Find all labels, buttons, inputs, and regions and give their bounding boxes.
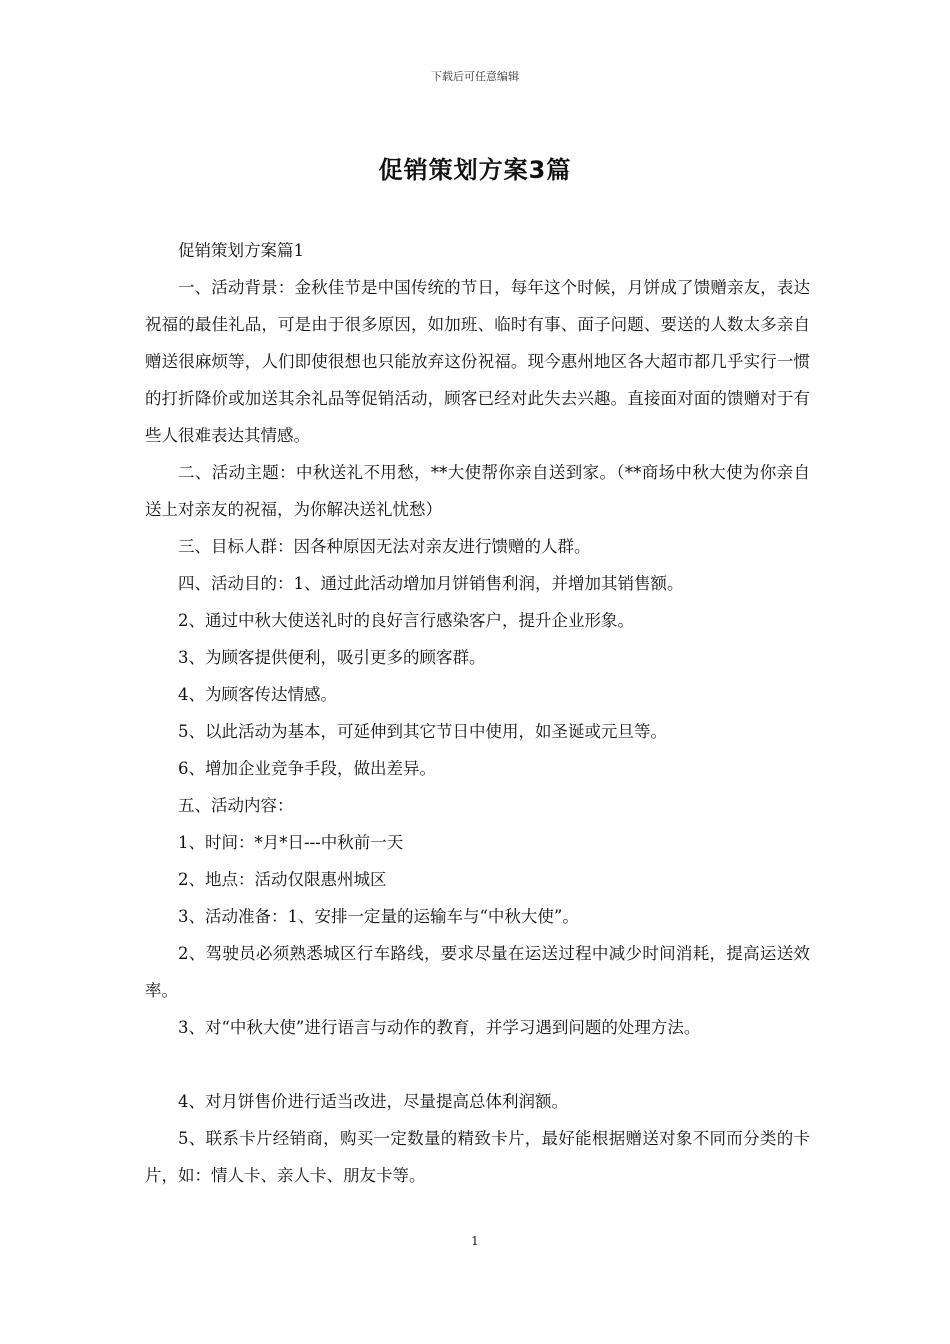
paragraph-purpose-2: 2、通过中秋大使送礼时的良好言行感染客户，提升企业形象。 [178, 611, 634, 630]
paragraph-content-heading: 五、活动内容： [178, 796, 294, 815]
section-heading: 促销策划方案篇1 [178, 241, 304, 260]
page-header-note: 下载后可任意编辑 [431, 70, 519, 83]
paragraph-target: 三、目标人群：因各种原因无法对亲友进行馈赠的人群。 [178, 537, 591, 556]
paragraph-background: 一、活动背景：金秋佳节是中国传统的节日，每年这个时候，月饼成了馈赠亲友，表达祝福的最佳礼品，可是由于很多原因，如加班、临时有事、面子问题、要送的人数太多亲自赠送很麻烦等，人们即使很想也只能放弃这份祝福。现今惠州地区各大超市都几乎实行一惯的打折降价或加送其余礼品等促销活动，顾客已经对此失去兴趣。直接面对面的馈赠对于有些人很难表达其情感。 [145, 278, 810, 445]
paragraph-preparation-4: 4、对月饼售价进行适当改进，尽量提高总体利润额。 [178, 1092, 568, 1111]
paragraph-time: 1、时间：*月*日---中秋前一天 [178, 833, 404, 852]
page-number: 1 [471, 1234, 479, 1248]
paragraph-purpose-4: 4、为顾客传达情感。 [178, 685, 337, 704]
blank-line [145, 1046, 810, 1083]
document-body [145, 232, 810, 1194]
paragraph-preparation-2: 2、驾驶员必须熟悉城区行车路线，要求尽量在运送过程中减少时间消耗，提高运送效率。 [145, 944, 810, 1000]
paragraph-preparation: 3、活动准备：1、安排一定量的运输车与“中秋大使”。 [178, 907, 579, 926]
paragraph-preparation-3: 3、对“中秋大使”进行语言与动作的教育，并学习遇到问题的处理方法。 [178, 1018, 701, 1037]
document-title: 促销策划方案3篇 [378, 156, 572, 184]
paragraph-purpose-3: 3、为顾客提供便利，吸引更多的顾客群。 [178, 648, 486, 667]
paragraph-theme: 二、活动主题：中秋送礼不用愁，**大使帮你亲自送到家。（**商场中秋大使为你亲自送上对亲友的祝福，为你解决送礼忧愁） [145, 463, 810, 519]
paragraph-location: 2、地点：活动仅限惠州城区 [178, 870, 387, 889]
paragraph-preparation-5: 5、联系卡片经销商，购买一定数量的精致卡片，最好能根据赠送对象不同而分类的卡片，如：情人卡、亲人卡、朋友卡等。 [145, 1129, 810, 1185]
paragraph-purpose-6: 6、增加企业竞争手段，做出差异。 [178, 759, 436, 778]
paragraph-purpose-5: 5、以此活动为基本，可延伸到其它节日中使用，如圣诞或元旦等。 [178, 722, 667, 741]
paragraph-purpose: 四、活动目的：1、通过此活动增加月饼销售利润，并增加其销售额。 [178, 574, 684, 593]
